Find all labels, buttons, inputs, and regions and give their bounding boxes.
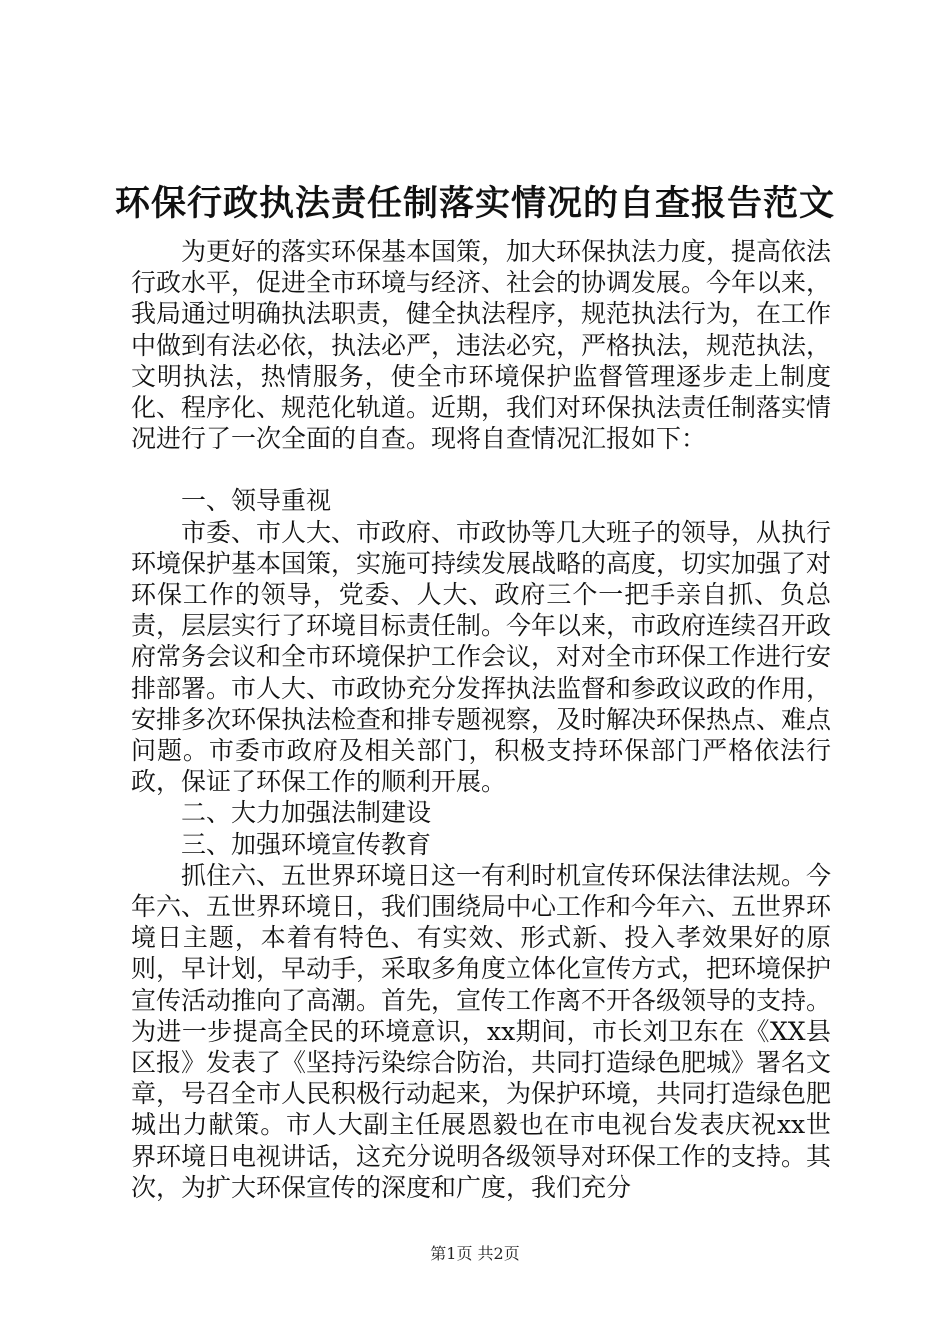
page-number-footer: 第1页 共2页 [430, 1244, 520, 1263]
intro-paragraph: 为更好的落实环保基本国策，加大环保执法力度，提高依法行政水平，促进全市环境与经济、社会的协调发展。今年以来，我局通过明确执法职责，健全执法程序，规范执法行为，在工作中做到有法必依，执法必严，违法必究，严格执法，规范执法，文明执法，热情服务，使全市环境保护监督管理逐步走上制度化、程序化、规范化轨道。近期，我们对环保执法责任制落实情况进行了一次全面的自查。现将自查情况汇报如下： [131, 237, 832, 454]
section-heading-leadership: 一、领导重视 [181, 486, 332, 516]
paragraph-spacer [131, 454, 831, 485]
section-body-leadership: 市委、市人大、市政府、市政协等几大班子的领导，从执行环境保护基本国策，实施可持续发展战略的高度，切实加强了对环保工作的领导，党委、人大、政府三个一把手亲自抓、负总责，层层实行了环境目标责任制。今年以来，市政府连续召开政府常务会议和全市环境保护工作会议，对对全市环保工作进行安排部署。市人大、市政协充分发挥执法监督和参政议政的作用，安排多次环保执法检查和排专题视察，及时解决环保热点、难点问题。市委市政府及相关部门，积极支持环保部门严格依法行政，保证了环保工作的顺利开展。 [131, 517, 832, 797]
document-body [131, 236, 831, 1203]
section-body-publicity: 抓住六、五世界环境日这一有利时机宣传环保法律法规。今年六、五世界环境日，我们围绕局中心工作和今年六、五世界环境日主题，本着有特色、有实效、形式新、投入孝效果好的原则，早计划，早动手，采取多角度立体化宣传方式，把环境保护宣传活动推向了高潮。首先，宣传工作离不开各级领导的支持。为进一步提高全民的环境意识，xx期间，市长刘卫东在《XX县区报》发表了《坚持污染综合防治，共同打造绿色肥城》署名文章，号召全市人民积极行动起来，为保护环境，共同打造绿色肥城出力献策。市人大副主任展恩毅也在市电视台发表庆祝xx世界环境日电视讲话，这充分说明各级领导对环保工作的支持。其次，为扩大环保宣传的深度和广度，我们充分 [131, 860, 832, 1202]
section-heading-publicity: 三、加强环境宣传教育 [181, 829, 432, 859]
section-heading-legal: 二、大力加强法制建设 [181, 798, 432, 828]
document-title: 环保行政执法责任制落实情况的自查报告范文 [114, 183, 835, 224]
